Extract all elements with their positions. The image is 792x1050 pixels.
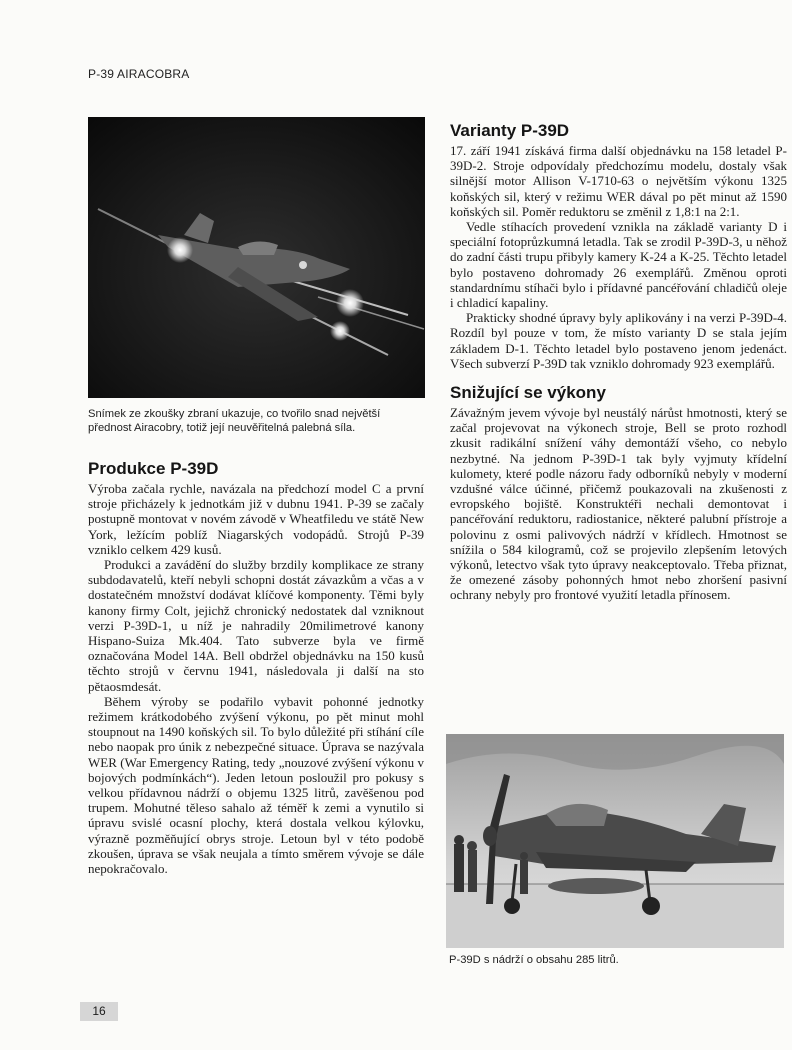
section-title: Varianty P-39D: [450, 121, 570, 140]
figure-caption: Snímek ze zkoušky zbraní ukazuje, co tvořilo snad největší přednost Airacobry, totiž její neuvěřitelná palebná síla.: [88, 408, 381, 434]
paragraph: Vedle stíhacích provedení vznikla na základě varianty D i speciální fotoprůzkumná letadla. Tak se zrodil P-39D-3, u něhož do zadní části trupu přibyly kamery K-24 a K-25. Těchto letadel bylo postaveno dohromady 26 exemplářů. Změnou oproti standardnímu stíhači bylo i přídavné pancéřování chladičů oleje i chladicí kapaliny.: [450, 219, 787, 311]
running-header: P-39 AIRACOBRA: [88, 67, 190, 81]
paragraph: Prakticky shodné úpravy byly aplikovány i na verzi P-39D-4. Rozdíl byl pouze v tom, že místo varianty D se stala jejím základem D-1. Těchto letadel bylo postaveno jenom jedenáct. Všech subverzí P-39D tak vzniklo dohromady 923 exemplářů.: [450, 310, 787, 371]
paragraph: Produkci a zavádění do služby brzdily komplikace ze strany subdodavatelů, kteří nebyli schopni dostát závazkům a včas a v dostatečném množství dodávat klíčové komponenty. Těmi byly kanony firmy Colt, jejichž chronický nedostatek dal vzniknout verzi P-39D-1, u níž je nahradily 20milimetrové kanony Hispano-Suiza Mk.404. Tato subverze byla ve firmě označována Model 14A. Bell obdržel objednávku na 150 kusů těchto strojů v červnu 1941, následovala ji další na sto pětaosmdesát.: [88, 557, 424, 694]
firing-test-photo: [88, 117, 425, 398]
paragraph: 17. září 1941 získává firma další objednávku na 158 letadel P-39D-2. Stroje odpovídaly předchozímu modelu, dostaly však silnější motor Allison V-1710-63 o největším výkonu 1325 koňských sil, který v režimu WER dával po pět minut až 1590 koňských sil. Poměr reduktoru se změnil z 1,8:1 na 2:1.: [450, 143, 787, 219]
page-number: 16: [80, 1002, 118, 1021]
paragraph: Závažným jevem vývoje byl neustálý nárůst hmotnosti, který se začal projevovat na výkonech stroje, Bell se proto rozhodl zkusit radikální snížení váhy demontáží všeho, co nebylo nezbytné. Na jednom P-39D-1 tak byly vyjmuty křídelní kulomety, které podle názoru řady odborníků nebyly v moderní vzdušné válce účinné, přičemž poukazovali na zkušenosti z evropského bojiště. Konstruktéři nechali demontovat i pancéřování reduktoru, radiostanice, některé palubní přístroje a polovinu z osmi palivových nádrží v křídlech. Hmotnost se snížila o 584 kilogramů, což se projevilo zlepšením letových výkonů, letectvo však tyto úpravy neakceptovalo. Třeba přiznat, že omezené zásoby pohonných hmot nebo zhoršení pasivní ochrany nebyly pro frontové využití letadla přínosem.: [450, 405, 787, 603]
section-title: Produkce P-39D: [88, 459, 219, 478]
paragraph: Během výroby se podařilo vybavit pohonné jednotky režimem krátkodobého zvýšení výkonu, po pět minut mohl stoupnout na 1490 koňských sil. To bylo důležité při stíhání cíle nebo naopak pro únik z nebezpečné situace. Úprava se nazývala WER (War Emergency Rating, tedy „nouzové zvýšení výkonu v bojových podmínkách“). Jeden letoun posloužil pro pokusy s velkou přídavnou nádrží o objemu 1325 litrů, zavěšenou pod trupem. Mohutné těleso sahalo až téměř k zemi a vynutilo si úpravu svislé ocasní plochy, která dostala velkou kýlovku, výrazně pozměňující obrys stroje. Letoun byl v této podobě zkoušen, úprava se však neujala a tímto směrem vývoje se dále nepokračovalo.: [88, 693, 424, 877]
p39d-ground-photo: [446, 734, 784, 948]
section-title: Snižující se výkony: [450, 383, 606, 403]
figure-caption: P-39D s nádrží o obsahu 285 litrů.: [449, 954, 619, 966]
paragraph: Výroba začala rychle, navázala na předchozí model C a první stroje přicházely k jednotkám již v dubnu 1941. P-39 se začaly postupně montovat v novém závodě v Wheatfiledu ve státě New York, ležícím poblíž Niagarských vodopádů. Strojů P-39 vzniklo celkem 429 kusů.: [88, 481, 424, 557]
right-column: [450, 121, 787, 603]
left-column: [88, 459, 424, 876]
